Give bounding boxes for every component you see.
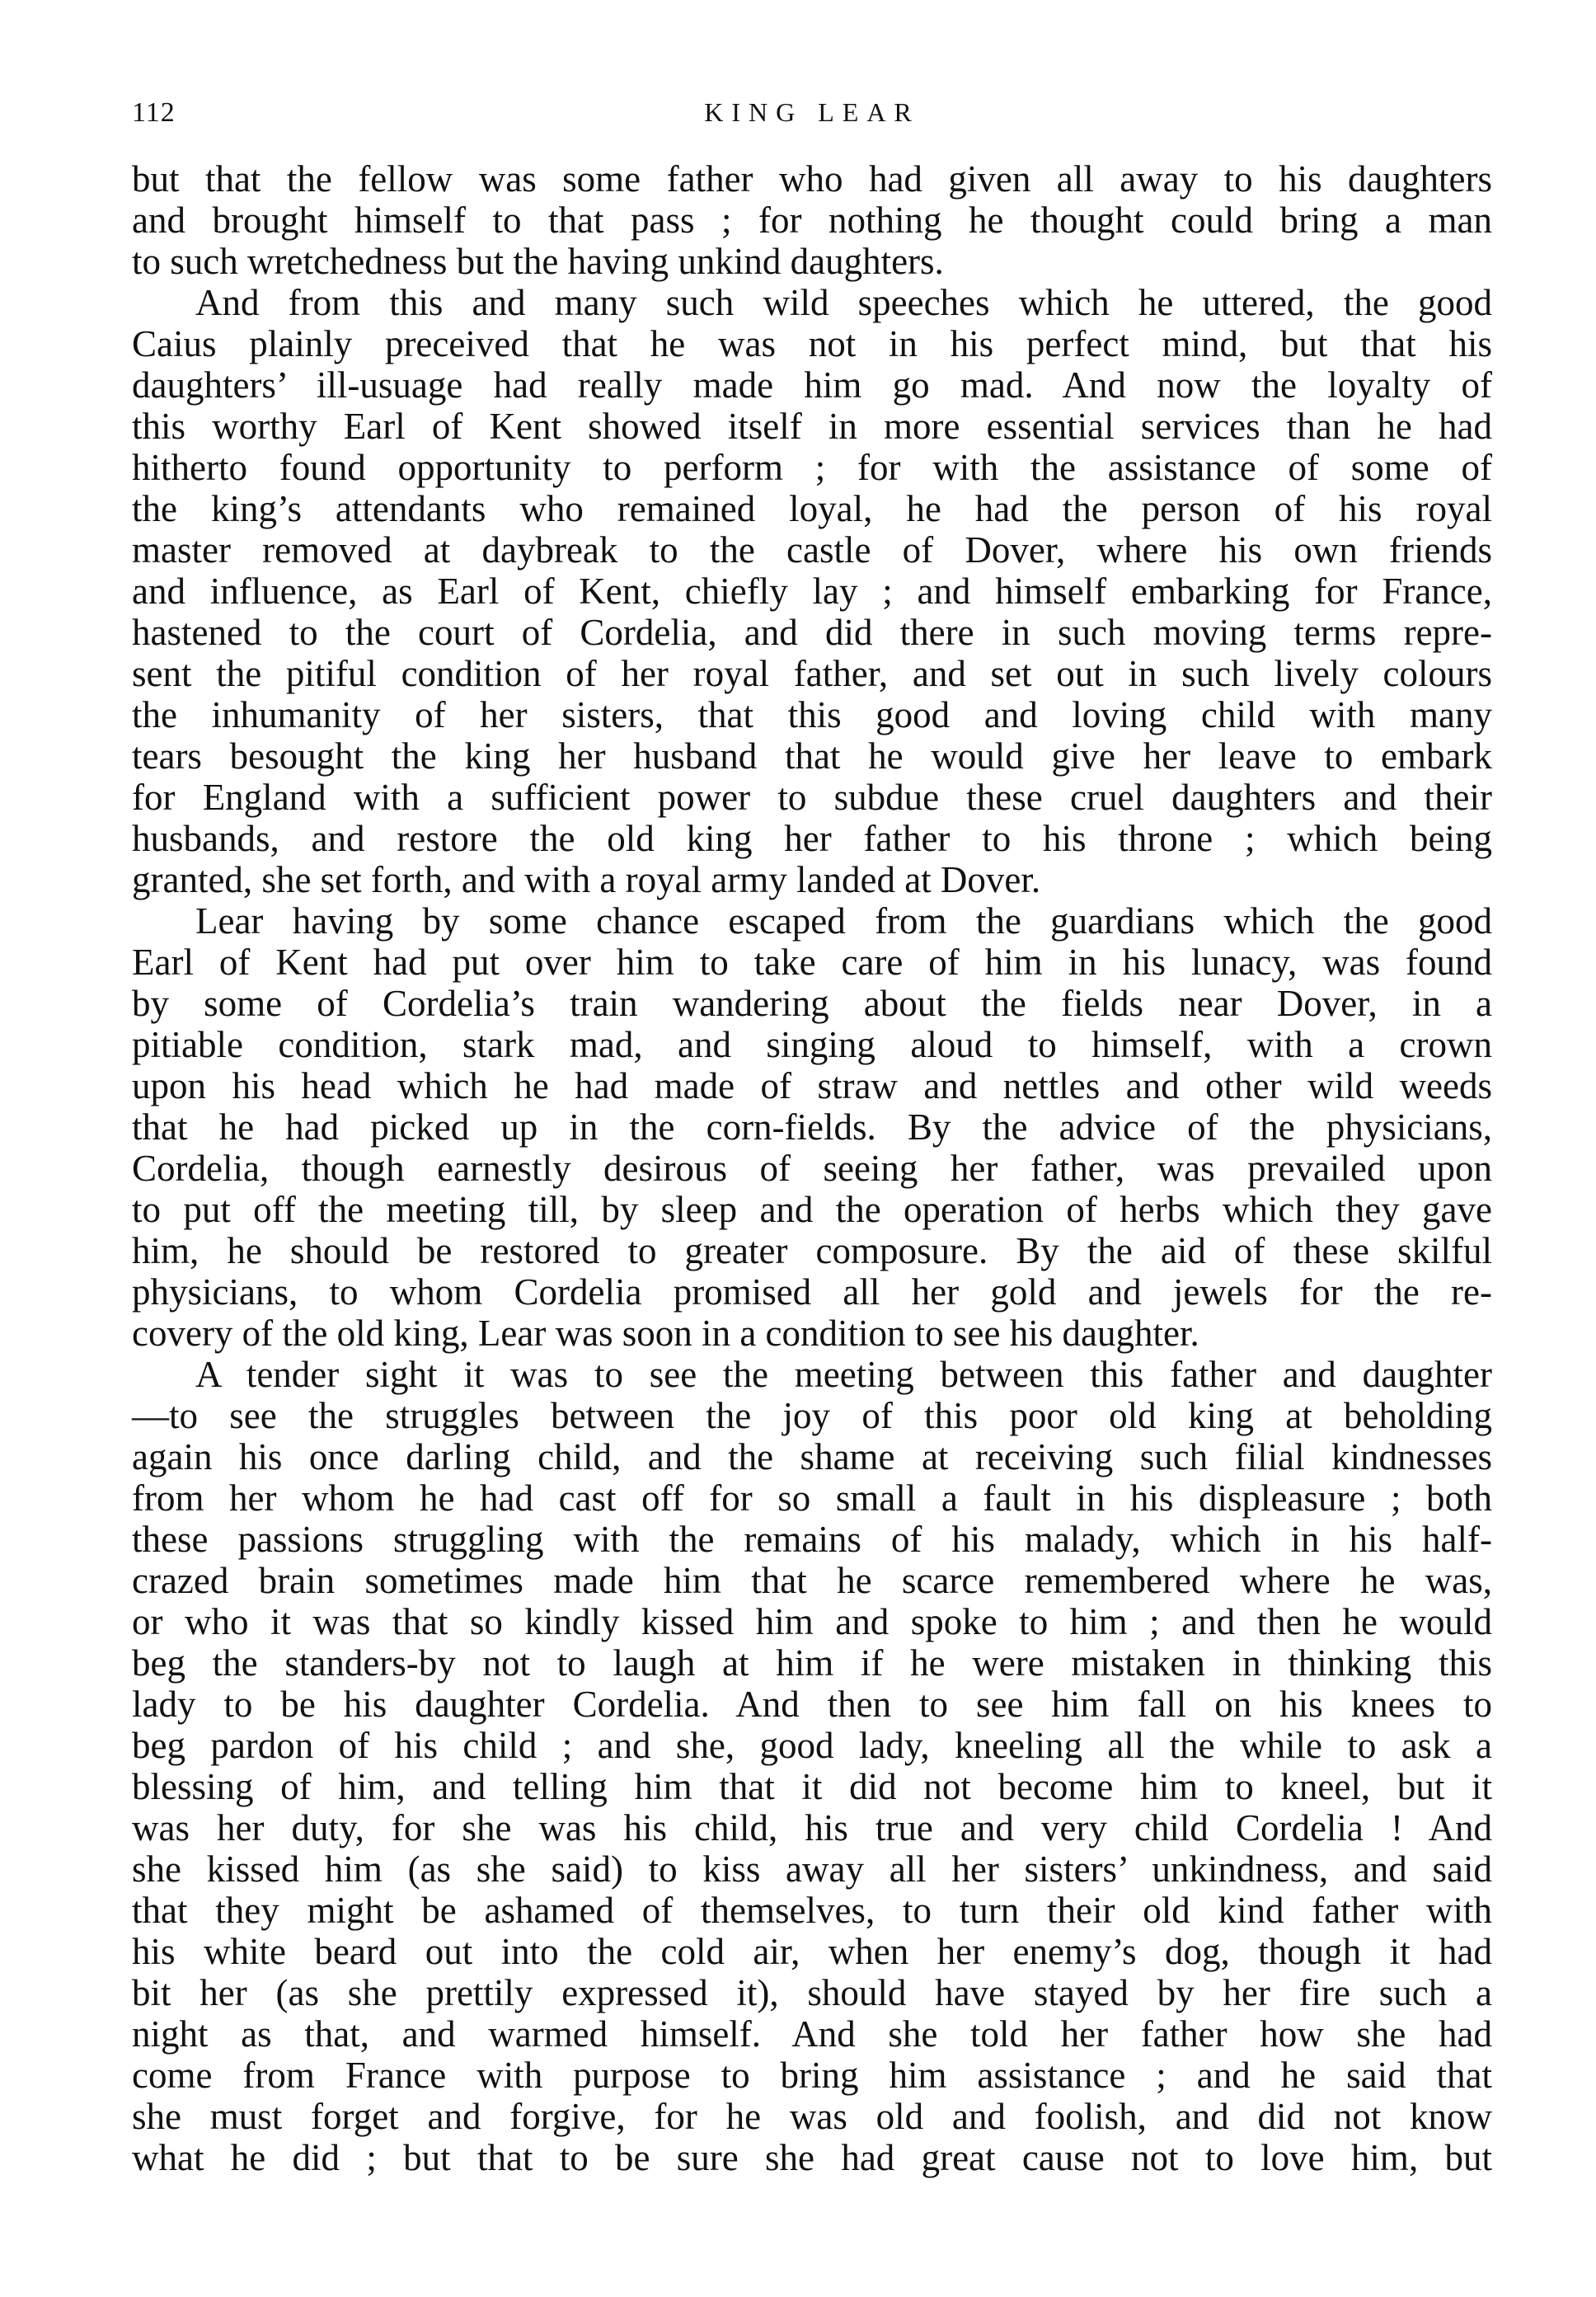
text-line: come from France with purpose to bring him assistance ; and he said that	[132, 2055, 1492, 2096]
text-line: pitiable condition, stark mad, and singing aloud to himself, with a crown	[132, 1024, 1492, 1065]
text-line: to put off the meeting till, by sleep and the operation of herbs which they gave	[132, 1189, 1492, 1230]
text-line: she kissed him (as she said) to kiss away all her sisters’ unkindness, and said	[132, 1848, 1492, 1890]
text-line: crazed brain sometimes made him that he scarce remembered where he was,	[132, 1560, 1492, 1601]
text-line: sent the pitiful condition of her royal father, and set out in such lively colours	[132, 653, 1492, 694]
text-line: —to see the struggles between the joy of this poor old king at beholding	[132, 1395, 1492, 1436]
text-line: tears besought the king her husband that he would give her leave to embark	[132, 735, 1492, 777]
text-line: And from this and many such wild speeches which he uttered, the good	[195, 282, 1492, 323]
text-line: daughters’ ill-usuage had really made him go mad. And now the loyalty of	[132, 364, 1492, 406]
text-line: again his once darling child, and the shame at receiving such filial kindnesses	[132, 1436, 1492, 1477]
text-line: she must forget and forgive, for he was old and foolish, and did not know	[132, 2096, 1492, 2137]
text-line: the inhumanity of her sisters, that this good and loving child with many	[132, 694, 1492, 735]
paragraph	[132, 158, 1492, 282]
text-line: Caius plainly preceived that he was not in his perfect mind, but that his	[132, 323, 1492, 364]
text-line: this worthy Earl of Kent showed itself in more essential services than he had	[132, 406, 1492, 447]
text-line: was her duty, for she was his child, his true and very child Cordelia ! And	[132, 1807, 1492, 1848]
text-line: master removed at daybreak to the castle of Dover, where his own friends	[132, 529, 1492, 571]
text-line: hastened to the court of Cordelia, and did there in such moving terms repre-	[132, 612, 1492, 653]
paragraph	[132, 282, 1492, 900]
text-line: but that the fellow was some father who had given all away to his daughters	[132, 158, 1492, 200]
text-line: beg the standers-by not to laugh at him if he were mistaken in thinking this	[132, 1642, 1492, 1684]
running-title: KING LEAR	[704, 97, 920, 127]
text-line: him, he should be restored to greater composure. By the aid of these skilful	[132, 1230, 1492, 1271]
text-line: upon his head which he had made of straw and nettles and other wild weeds	[132, 1065, 1492, 1106]
text-line: that they might be ashamed of themselves, to turn their old kind father with	[132, 1890, 1492, 1931]
page-number: 112	[132, 97, 176, 128]
text-line: bit her (as she prettily expressed it), should have stayed by her fire such a	[132, 1972, 1492, 2013]
text-line: and brought himself to that pass ; for nothing he thought could bring a man	[132, 200, 1492, 241]
text-line: for England with a sufficient power to subdue these cruel daughters and their	[132, 777, 1492, 818]
text-line: his white beard out into the cold air, when her enemy’s dog, though it had	[132, 1931, 1492, 1972]
text-line: hitherto found opportunity to perform ; for with the assistance of some of	[132, 447, 1492, 488]
text-line: the king’s attendants who remained loyal, he had the person of his royal	[132, 488, 1492, 529]
text-line: and influence, as Earl of Kent, chiefly lay ; and himself embarking for France,	[132, 571, 1492, 612]
text-line: by some of Cordelia’s train wandering about the fields near Dover, in a	[132, 983, 1492, 1024]
text-line: Lear having by some chance escaped from the guardians which the good	[195, 900, 1492, 942]
text-line: lady to be his daughter Cordelia. And then to see him fall on his knees to	[132, 1684, 1492, 1725]
text-line: that he had picked up in the corn-fields. By the advice of the physicians,	[132, 1106, 1492, 1148]
text-line: these passions struggling with the remains of his malady, which in his half-	[132, 1519, 1492, 1560]
text-line: physicians, to whom Cordelia promised all her gold and jewels for the re-	[132, 1271, 1492, 1313]
text-line: Cordelia, though earnestly desirous of seeing her father, was prevailed upon	[132, 1148, 1492, 1189]
text-line: granted, she set forth, and with a royal army landed at Dover.	[132, 859, 1041, 900]
text-line: husbands, and restore the old king her father to his throne ; which being	[132, 818, 1492, 859]
text-line: from her whom he had cast off for so small a fault in his displeasure ; both	[132, 1477, 1492, 1519]
paragraph	[132, 1354, 1492, 2178]
text-line: to such wretchedness but the having unkind daughters.	[132, 241, 944, 282]
text-line: or who it was that so kindly kissed him and spoke to him ; and then he would	[132, 1601, 1492, 1642]
text-line: what he did ; but that to be sure she had great cause not to love him, but	[132, 2137, 1492, 2178]
running-header	[132, 97, 1492, 139]
text-line: beg pardon of his child ; and she, good lady, kneeling all the while to ask a	[132, 1725, 1492, 1766]
text-line: A tender sight it was to see the meeting between this father and daughter	[195, 1354, 1492, 1395]
body-text	[132, 158, 1492, 2178]
text-line: blessing of him, and telling him that it did not become him to kneel, but it	[132, 1766, 1492, 1807]
text-line: covery of the old king, Lear was soon in a condition to see his daughter.	[132, 1313, 1199, 1354]
paragraph	[132, 900, 1492, 1354]
text-line: night as that, and warmed himself. And she told her father how she had	[132, 2013, 1492, 2055]
text-line: Earl of Kent had put over him to take care of him in his lunacy, was found	[132, 942, 1492, 983]
